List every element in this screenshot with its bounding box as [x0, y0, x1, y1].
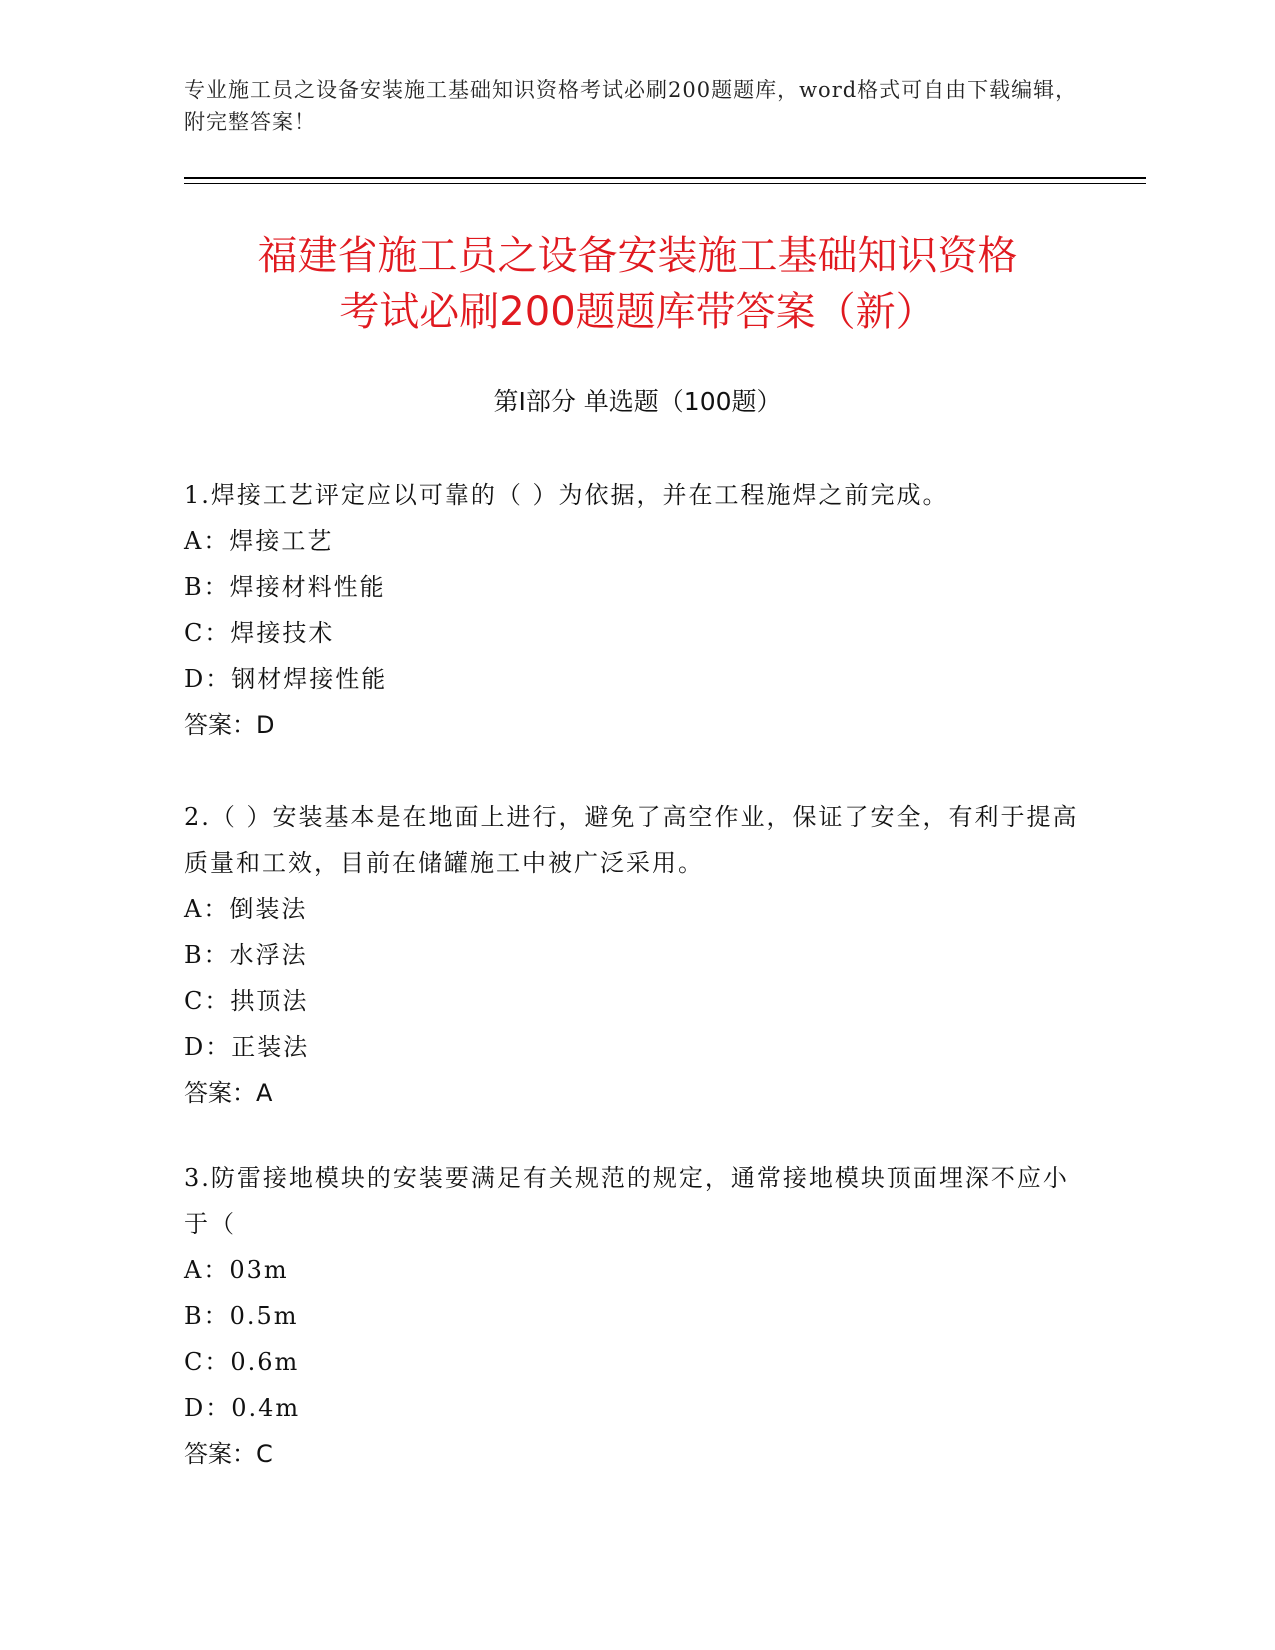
answer: 答案：C: [184, 1440, 273, 1468]
header-divider-thick: [184, 177, 1146, 179]
section-heading: 第Ⅰ部分 单选题（100题）: [493, 387, 782, 416]
header-note: 专业施工员之设备安装施工基础知识资格考试必刷200题题库，word格式可自由下载编辑，附完整答案！: [184, 78, 1078, 134]
question-2: [184, 794, 1084, 1116]
answer: 答案：A: [184, 1079, 273, 1107]
option-d: D：钢材焊接性能: [184, 665, 388, 693]
option-a: A：焊接工艺: [184, 527, 334, 555]
header-divider-thin: [184, 183, 1146, 184]
option-d: D：正装法: [184, 1033, 310, 1061]
option-b: B：0.5m: [184, 1302, 299, 1330]
question-stem: 3.防雷接地模块的安装要满足有关规范的规定，通常接地模块顶面埋深不应小于（: [184, 1164, 1069, 1238]
document-title: [150, 228, 1125, 340]
document-title-line-2: 考试必刷200题题库带答案（新）: [339, 289, 936, 335]
document-title-line-1: 福建省施工员之设备安装施工基础知识资格: [257, 233, 1018, 279]
option-b: B：焊接材料性能: [184, 573, 386, 601]
option-a: A：倒装法: [184, 895, 308, 923]
option-a: A：03m: [184, 1256, 289, 1284]
question-3: [184, 1155, 1084, 1477]
option-c: C：拱顶法: [184, 987, 309, 1015]
option-c: C：0.6m: [184, 1348, 300, 1376]
question-1: [184, 472, 1084, 748]
option-c: C：焊接技术: [184, 619, 335, 647]
question-stem: 1.焊接工艺评定应以可靠的（ ）为依据，并在工程施焊之前完成。: [184, 481, 949, 509]
option-b: B：水浮法: [184, 941, 308, 969]
question-stem: 2.（ ）安装基本是在地面上进行，避免了高空作业，保证了安全，有利于提高质量和工效，目前在储罐施工中被广泛采用。: [184, 803, 1079, 877]
option-d: D：0.4m: [184, 1394, 301, 1422]
answer: 答案：D: [184, 711, 275, 739]
